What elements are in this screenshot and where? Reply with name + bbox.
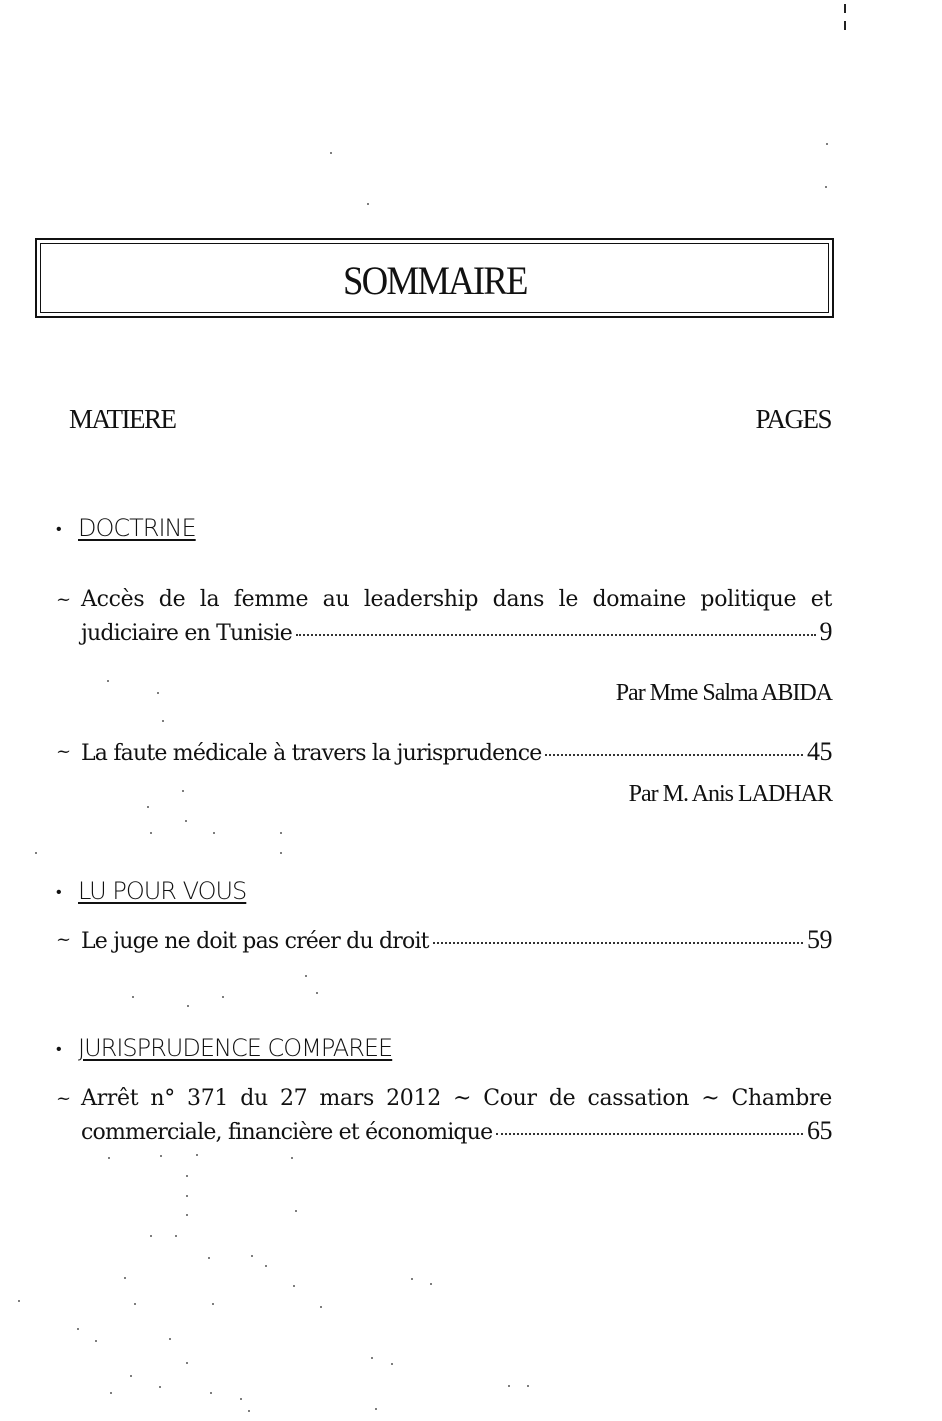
entry-title-line1: Accès de la femme au leadership dans le domaine politique et bbox=[81, 587, 832, 612]
dash-icon: ~ bbox=[56, 589, 72, 610]
column-header-matiere: MATIERE bbox=[69, 404, 176, 434]
toc-entry[interactable] bbox=[56, 1083, 832, 1149]
entry-leader-line bbox=[56, 1115, 832, 1149]
dot-leader bbox=[296, 634, 816, 636]
dash-icon: ~ bbox=[56, 741, 72, 762]
section-label: LU POUR VOUS bbox=[78, 877, 247, 905]
entry-title: Le juge ne doit pas créer du droit bbox=[81, 929, 429, 954]
section-label: JURISPRUDENCE COMPAREE bbox=[78, 1034, 393, 1062]
dash-icon: ~ bbox=[56, 929, 72, 950]
entry-title-line2: judiciaire en Tunisie bbox=[81, 621, 292, 646]
bullet-icon: • bbox=[56, 882, 61, 901]
entry-author: Par Mme Salma ABIDA bbox=[615, 680, 832, 706]
page-number: 59 bbox=[807, 925, 832, 954]
bullet-icon: • bbox=[56, 519, 61, 538]
toc-entry[interactable] bbox=[56, 584, 832, 650]
section-label: DOCTRINE bbox=[78, 514, 196, 542]
entry-leader-line bbox=[56, 924, 832, 958]
bullet-icon: • bbox=[56, 1039, 61, 1058]
toc-entry[interactable] bbox=[56, 736, 832, 770]
entry-leader-line bbox=[56, 616, 832, 650]
page-number: 45 bbox=[807, 737, 832, 766]
section-heading-lu-pour-vous bbox=[56, 877, 246, 905]
page-number: 9 bbox=[819, 617, 832, 646]
dot-leader bbox=[545, 754, 803, 756]
entry-title-line2: commerciale, financière et économique bbox=[81, 1120, 493, 1145]
scan-edge-mark bbox=[844, 4, 846, 13]
column-header-pages: PAGES bbox=[755, 404, 831, 434]
page-number: 65 bbox=[807, 1116, 832, 1145]
section-heading-doctrine bbox=[56, 514, 196, 542]
dot-leader bbox=[433, 942, 803, 944]
toc-entry[interactable] bbox=[56, 924, 832, 958]
scan-edge-mark bbox=[844, 21, 846, 30]
dash-icon: ~ bbox=[56, 1088, 72, 1109]
entry-leader-line bbox=[56, 736, 832, 770]
section-heading-jurisprudence-comparee bbox=[56, 1034, 392, 1062]
entry-author: Par M. Anis LADHAR bbox=[628, 781, 832, 807]
title-box-inner-border bbox=[40, 243, 829, 313]
entry-title: La faute médicale à travers la jurisprudence bbox=[81, 741, 542, 766]
page-title: SOMMAIRE bbox=[342, 257, 527, 303]
dot-leader bbox=[496, 1133, 803, 1135]
title-box bbox=[35, 238, 834, 318]
entry-title-line1: Arrêt n° 371 du 27 mars 2012 ~ Cour de cassation ~ Chambre bbox=[81, 1086, 832, 1111]
